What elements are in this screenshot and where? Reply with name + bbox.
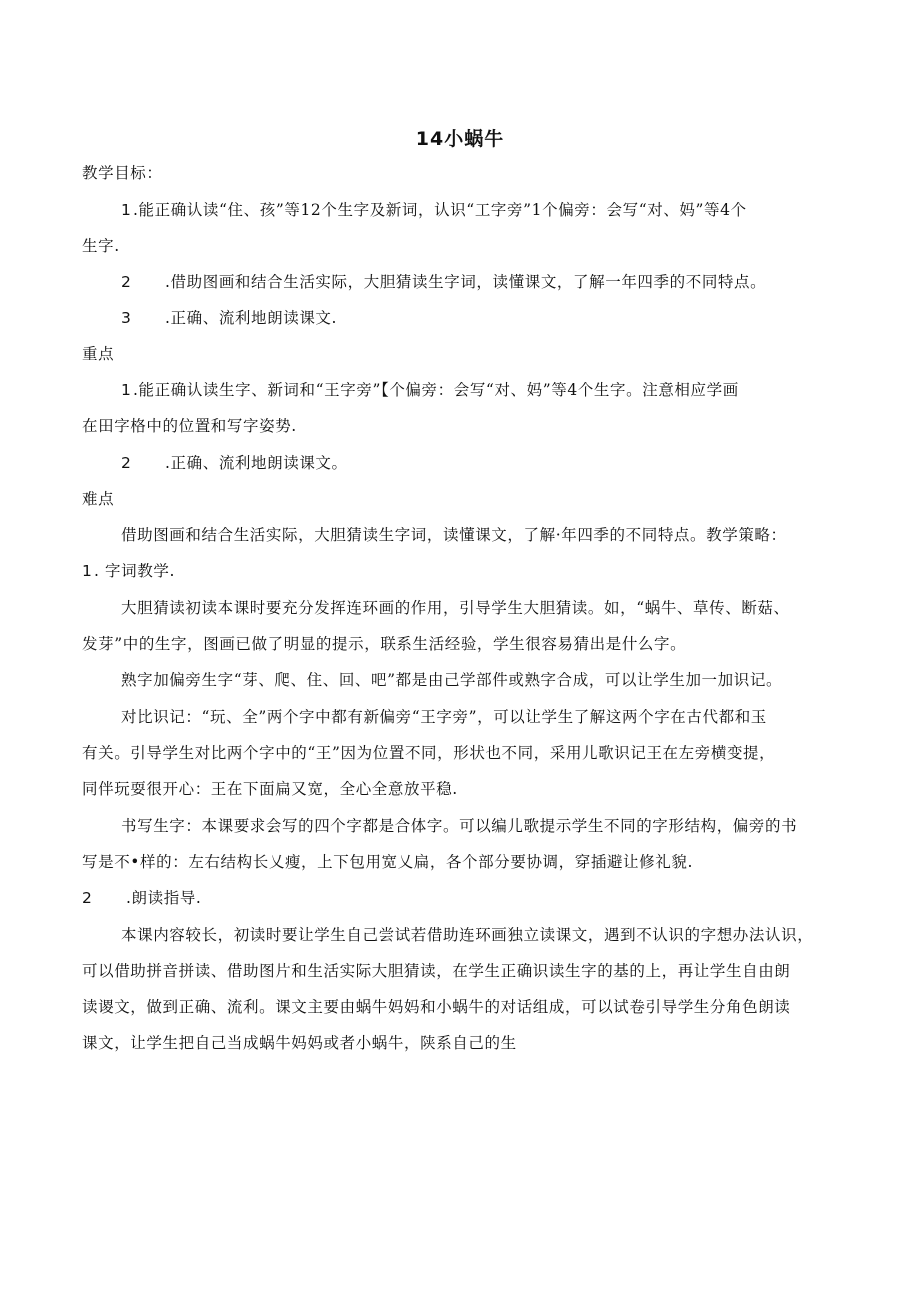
objective-3-text: .正确、流利地朗读课文.	[165, 309, 338, 327]
key-point-2-text: .正确、流利地朗读课文。	[165, 454, 348, 472]
key-point-item-2	[121, 453, 348, 473]
objective-1-continuation: 生字.	[82, 237, 120, 255]
objective-2-number: 2	[121, 273, 132, 291]
difficulties-text: 借助图画和结合生活实际，大胆猜读生字词，读懂课文，了解·年四季的不同特点。教学策略：	[121, 526, 787, 544]
strategy-para-5-line-4: 课文，让学生把自己当成蜗牛妈妈或者小蜗牛，陕系自己的生	[82, 1034, 517, 1052]
objective-item-1	[121, 200, 747, 220]
strategy-section-2	[82, 888, 201, 908]
strategy-para-5-line-2: 可以借助拼音拼读、借助图片和生活实际大胆猜读，在学生正确识读生字的基的上，再让学生自由朗	[82, 962, 791, 980]
objective-1-text: .能正确认读“住、孩”等12个生字及新词，认识“工字旁”1个偏旁：会写“对、妈”等4个	[133, 201, 747, 219]
key-point-item-1	[121, 380, 739, 400]
strategy-section-1-title: . 字词教学.	[94, 562, 175, 580]
strategy-para-3-line-3: 同伴玩耍很开心：王在下面扁又宽，全心全意放平稳.	[82, 780, 458, 798]
strategy-section-2-title: .朗读指导.	[126, 889, 202, 907]
strategy-para-1-line-1: 大胆猜读初读本课时要充分发挥连环画的作用，引导学生大胆猜读。如，“蜗牛、草传、断菇、	[121, 599, 790, 617]
key-point-1-text: .能正确认读生字、新词和“王字旁”【个偏旁：会写“对、妈”等4个生字。注意相应学画	[133, 381, 739, 399]
strategy-para-5-line-1: 本课内容较长，初读时要让学生自己尝试若借助连环画独立读课文，遇到不认识的字想办法认识，	[121, 926, 814, 944]
strategy-para-5-line-3: 读谡文，做到正确、流利。课文主要由蜗牛妈妈和小蜗牛的对话组成，可以试卷引导学生分角色朗读	[82, 998, 791, 1016]
strategy-para-3-line-2: 有关。引导学生对比两个字中的“王”因为位置不同，形状也不同，采用儿歌识记王在左旁横变提，	[82, 744, 776, 762]
strategy-para-4-line-1: 书写生字：本课要求会写的四个字都是合体字。可以编儿歌提示学生不同的字形结构，偏旁的书	[121, 817, 798, 835]
key-point-1-continuation: 在田字格中的位置和写字姿势.	[82, 417, 297, 435]
objective-2-text: .借助图画和结合生活实际，大胆猜读生字词，读懂课文，了解一年四季的不同特点。	[165, 273, 767, 291]
strategy-para-1-line-2: 发芽”中的生字，图画已做了明显的提示，联系生活经验，学生很容易猜出是什么字。	[82, 635, 687, 653]
strategy-para-3-line-1: 对比识记：“玩、全”两个字中都有新偏旁“王字旁”，可以让学生了解这两个字在古代都和玉	[121, 708, 767, 726]
objective-item-2	[121, 272, 766, 292]
strategy-section-1	[82, 561, 175, 581]
strategy-section-2-number: 2	[82, 889, 93, 907]
objective-3-number: 3	[121, 309, 132, 327]
strategy-section-1-number: 1	[82, 562, 93, 580]
key-point-2-number: 2	[121, 454, 132, 472]
objective-1-number: 1	[121, 201, 132, 219]
page-title: 14小蜗牛	[415, 128, 505, 150]
objectives-heading: 教学目标：	[82, 164, 163, 182]
key-point-1-number: 1	[121, 381, 132, 399]
objective-item-3	[121, 308, 337, 328]
strategy-para-2-line-1: 熟字加偏旁生字“芽、爬、住、回、吧”都是由己学部件或熟字合成，可以让学生加一加识记。	[121, 671, 783, 689]
key-points-heading: 重点	[82, 345, 115, 363]
difficulties-heading: 难点	[82, 490, 115, 508]
strategy-para-4-line-2: 写是不•样的：左右结构长乂瘦，上下包用宽乂扁，各个部分要协调，穿插避让修礼貌.	[82, 853, 693, 871]
